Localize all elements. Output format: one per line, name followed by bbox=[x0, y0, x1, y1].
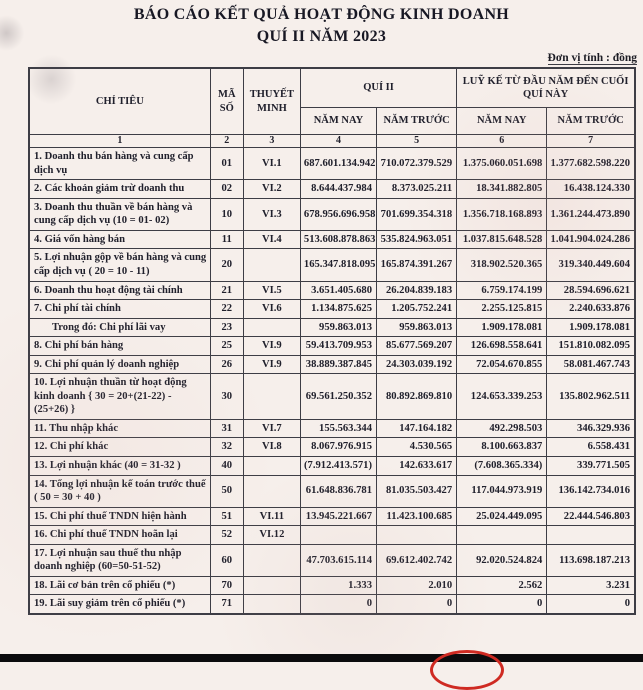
value-q2-prior: 2.010 bbox=[377, 576, 457, 595]
column-number-cell: 3 bbox=[243, 135, 300, 148]
value-q2-prior: 4.530.565 bbox=[377, 438, 457, 457]
value-q2-prior: 1.205.752.241 bbox=[377, 300, 457, 319]
value-q2-current: 61.648.836.781 bbox=[300, 475, 376, 507]
row-code: 70 bbox=[210, 576, 243, 595]
row-code: 01 bbox=[210, 148, 243, 180]
table-row bbox=[29, 507, 635, 526]
value-q2-prior: 165.874.391.267 bbox=[377, 249, 457, 281]
value-q2-current bbox=[300, 526, 376, 545]
value-q2-current: 47.703.615.114 bbox=[300, 544, 376, 576]
report-title: BÁO CÁO KẾT QUẢ HOẠT ĐỘNG KINH DOANH bbox=[133, 6, 510, 23]
row-label: 16. Chi phí thuế TNDN hoãn lại bbox=[29, 526, 210, 545]
header-chi-tieu: CHỈ TIÊU bbox=[29, 68, 210, 135]
row-note-ref: VI.7 bbox=[243, 419, 300, 438]
value-ytd-prior: 339.771.505 bbox=[547, 457, 635, 476]
table-row bbox=[29, 457, 635, 476]
row-code: 02 bbox=[210, 180, 243, 199]
value-ytd-current: 2.562 bbox=[457, 576, 547, 595]
value-ytd-current: 318.902.520.365 bbox=[457, 249, 547, 281]
value-ytd-prior: 113.698.187.213 bbox=[547, 544, 635, 576]
row-code: 23 bbox=[210, 318, 243, 337]
value-q2-current: 59.413.709.953 bbox=[300, 337, 376, 356]
row-label: 7. Chi phí tài chính bbox=[29, 300, 210, 319]
row-code: 32 bbox=[210, 438, 243, 457]
row-note-ref bbox=[243, 544, 300, 576]
value-q2-prior: 26.204.839.183 bbox=[377, 281, 457, 300]
value-ytd-current: 92.020.524.824 bbox=[457, 544, 547, 576]
header-ma-so: MÃ SỐ bbox=[210, 68, 243, 135]
value-q2-prior: 142.633.617 bbox=[377, 457, 457, 476]
table-row bbox=[29, 300, 635, 319]
row-label: 19. Lãi suy giảm trên cổ phiếu (*) bbox=[29, 595, 210, 614]
table-row bbox=[29, 595, 635, 614]
table-row bbox=[29, 438, 635, 457]
table-row bbox=[29, 475, 635, 507]
table-row bbox=[29, 419, 635, 438]
value-q2-current: 513.608.878.863 bbox=[300, 230, 376, 249]
row-label: 11. Thu nhập khác bbox=[29, 419, 210, 438]
value-ytd-current bbox=[457, 526, 547, 545]
row-label: 13. Lợi nhuận khác (40 = 31-32 ) bbox=[29, 457, 210, 476]
value-ytd-prior: 1.377.682.598.220 bbox=[547, 148, 635, 180]
value-q2-current: (7.912.413.571) bbox=[300, 457, 376, 476]
table-row bbox=[29, 249, 635, 281]
value-q2-current: 678.956.696.958 bbox=[300, 198, 376, 230]
column-number-cell: 2 bbox=[210, 135, 243, 148]
row-code: 20 bbox=[210, 249, 243, 281]
column-number-cell: 7 bbox=[547, 135, 635, 148]
value-ytd-prior: 58.081.467.743 bbox=[547, 355, 635, 374]
table-row bbox=[29, 318, 635, 337]
value-ytd-current: 0 bbox=[457, 595, 547, 614]
row-label: 15. Chi phí thuế TNDN hiện hành bbox=[29, 507, 210, 526]
table-row bbox=[29, 576, 635, 595]
row-code: 10 bbox=[210, 198, 243, 230]
value-q2-current: 38.889.387.845 bbox=[300, 355, 376, 374]
row-note-ref bbox=[243, 457, 300, 476]
value-ytd-prior: 16.438.124.330 bbox=[547, 180, 635, 199]
row-note-ref bbox=[243, 475, 300, 507]
row-note-ref: VI.2 bbox=[243, 180, 300, 199]
row-label: 5. Lợi nhuận gộp về bán hàng và cung cấp dịch vụ ( 20 = 10 - 11) bbox=[29, 249, 210, 281]
value-ytd-current: 72.054.670.855 bbox=[457, 355, 547, 374]
row-label: 6. Doanh thu hoạt động tài chính bbox=[29, 281, 210, 300]
table-row bbox=[29, 544, 635, 576]
value-ytd-prior: 319.340.449.604 bbox=[547, 249, 635, 281]
row-label: 17. Lợi nhuận sau thuế thu nhập doanh nghiệp (60=50-51-52) bbox=[29, 544, 210, 576]
value-q2-prior: 81.035.503.427 bbox=[377, 475, 457, 507]
row-label: 4. Giá vốn hàng bán bbox=[29, 230, 210, 249]
row-label: 10. Lợi nhuận thuần từ hoạt động kinh doanh { 30 = 20+(21-22) - (25+26) } bbox=[29, 374, 210, 420]
row-label: 1. Doanh thu bán hàng và cung cấp dịch vụ bbox=[29, 148, 210, 180]
row-label: Trong đó: Chi phí lãi vay bbox=[29, 318, 210, 337]
row-note-ref: VI.6 bbox=[243, 300, 300, 319]
value-ytd-prior: 1.361.244.473.890 bbox=[547, 198, 635, 230]
report-header bbox=[0, 0, 643, 47]
value-q2-prior: 701.699.354.318 bbox=[377, 198, 457, 230]
value-q2-prior: 147.164.182 bbox=[377, 419, 457, 438]
row-note-ref: VI.5 bbox=[243, 281, 300, 300]
income-statement-table bbox=[28, 67, 636, 615]
value-ytd-current: 2.255.125.815 bbox=[457, 300, 547, 319]
row-code: 22 bbox=[210, 300, 243, 319]
value-q2-prior: 11.423.100.685 bbox=[377, 507, 457, 526]
value-q2-current: 687.601.134.942 bbox=[300, 148, 376, 180]
header-row-groups bbox=[29, 68, 635, 108]
table-row bbox=[29, 230, 635, 249]
row-code: 71 bbox=[210, 595, 243, 614]
header-thuyet-minh: THUYẾT MINH bbox=[243, 68, 300, 135]
row-code: 60 bbox=[210, 544, 243, 576]
value-q2-prior: 85.677.569.207 bbox=[377, 337, 457, 356]
row-note-ref: VI.9 bbox=[243, 337, 300, 356]
value-q2-prior: 710.072.379.529 bbox=[377, 148, 457, 180]
value-ytd-current: 6.759.174.199 bbox=[457, 281, 547, 300]
value-ytd-prior: 2.240.633.876 bbox=[547, 300, 635, 319]
unit-note: Đơn vị tính : đồng bbox=[547, 52, 637, 65]
column-number-cell: 1 bbox=[29, 135, 210, 148]
value-q2-current: 13.945.221.667 bbox=[300, 507, 376, 526]
value-ytd-prior: 346.329.936 bbox=[547, 419, 635, 438]
header-q2-nam-truoc: NĂM TRƯỚC bbox=[377, 108, 457, 135]
scan-bottom-bar bbox=[0, 654, 643, 662]
value-ytd-prior: 6.558.431 bbox=[547, 438, 635, 457]
row-code: 51 bbox=[210, 507, 243, 526]
row-label: 12. Chi phí khác bbox=[29, 438, 210, 457]
value-ytd-current: 117.044.973.919 bbox=[457, 475, 547, 507]
row-note-ref bbox=[243, 318, 300, 337]
table-row bbox=[29, 374, 635, 420]
table-row bbox=[29, 281, 635, 300]
value-ytd-prior: 136.142.734.016 bbox=[547, 475, 635, 507]
value-ytd-prior: 1.041.904.024.286 bbox=[547, 230, 635, 249]
value-ytd-current: 1.909.178.081 bbox=[457, 318, 547, 337]
value-ytd-prior: 22.444.546.803 bbox=[547, 507, 635, 526]
row-label: 8. Chi phí bán hàng bbox=[29, 337, 210, 356]
value-ytd-current: 1.375.060.051.698 bbox=[457, 148, 547, 180]
value-ytd-current: 18.341.882.805 bbox=[457, 180, 547, 199]
table-body bbox=[29, 135, 635, 614]
row-code: 30 bbox=[210, 374, 243, 420]
row-label: 9. Chi phí quản lý doanh nghiệp bbox=[29, 355, 210, 374]
column-number-cell: 5 bbox=[377, 135, 457, 148]
table-row bbox=[29, 337, 635, 356]
value-q2-current: 1.134.875.625 bbox=[300, 300, 376, 319]
row-note-ref: VI.9 bbox=[243, 355, 300, 374]
header-lk-nam-nay: NĂM NAY bbox=[457, 108, 547, 135]
value-ytd-prior: 1.909.178.081 bbox=[547, 318, 635, 337]
table-row bbox=[29, 148, 635, 180]
row-note-ref: VI.11 bbox=[243, 507, 300, 526]
value-q2-prior: 8.373.025.211 bbox=[377, 180, 457, 199]
row-note-ref bbox=[243, 576, 300, 595]
value-ytd-prior: 28.594.696.621 bbox=[547, 281, 635, 300]
row-note-ref bbox=[243, 249, 300, 281]
row-code: 31 bbox=[210, 419, 243, 438]
table-row bbox=[29, 526, 635, 545]
value-ytd-current: (7.608.365.334) bbox=[457, 457, 547, 476]
column-number-row bbox=[29, 135, 635, 148]
red-stamp-arc bbox=[430, 650, 504, 690]
value-q2-current: 3.651.405.680 bbox=[300, 281, 376, 300]
value-q2-current: 8.067.976.915 bbox=[300, 438, 376, 457]
header-q2-nam-nay: NĂM NAY bbox=[300, 108, 376, 135]
table-row bbox=[29, 180, 635, 199]
value-q2-prior bbox=[377, 526, 457, 545]
value-q2-prior: 69.612.402.742 bbox=[377, 544, 457, 576]
value-ytd-current: 492.298.503 bbox=[457, 419, 547, 438]
value-q2-current: 1.333 bbox=[300, 576, 376, 595]
header-quy-group: QUÍ II bbox=[300, 68, 456, 108]
row-code: 21 bbox=[210, 281, 243, 300]
value-ytd-prior: 135.802.962.511 bbox=[547, 374, 635, 420]
row-note-ref: VI.1 bbox=[243, 148, 300, 180]
row-code: 11 bbox=[210, 230, 243, 249]
value-q2-current: 0 bbox=[300, 595, 376, 614]
row-code: 52 bbox=[210, 526, 243, 545]
row-note-ref: VI.12 bbox=[243, 526, 300, 545]
row-code: 40 bbox=[210, 457, 243, 476]
row-note-ref: VI.4 bbox=[243, 230, 300, 249]
report-subtitle: QUÍ II NĂM 2023 bbox=[256, 27, 387, 45]
value-q2-current: 8.644.437.984 bbox=[300, 180, 376, 199]
value-ytd-prior bbox=[547, 526, 635, 545]
row-label: 3. Doanh thu thuần về bán hàng và cung cấp dịch vụ (10 = 01- 02) bbox=[29, 198, 210, 230]
row-label: 14. Tổng lợi nhuận kế toán trước thuế ( 50 = 30 + 40 ) bbox=[29, 475, 210, 507]
value-q2-prior: 24.303.039.192 bbox=[377, 355, 457, 374]
row-code: 26 bbox=[210, 355, 243, 374]
value-ytd-prior: 0 bbox=[547, 595, 635, 614]
value-ytd-prior: 3.231 bbox=[547, 576, 635, 595]
row-note-ref: VI.8 bbox=[243, 438, 300, 457]
header-luy-ke-group: LUỸ KẾ TỪ ĐẦU NĂM ĐẾN CUỐI QUÍ NÀY bbox=[457, 68, 635, 108]
value-ytd-current: 1.356.718.168.893 bbox=[457, 198, 547, 230]
value-ytd-prior: 151.810.082.095 bbox=[547, 337, 635, 356]
value-q2-prior: 80.892.869.810 bbox=[377, 374, 457, 420]
value-q2-current: 959.863.013 bbox=[300, 318, 376, 337]
value-q2-prior: 0 bbox=[377, 595, 457, 614]
row-label: 18. Lãi cơ bản trên cổ phiếu (*) bbox=[29, 576, 210, 595]
header-lk-nam-truoc: NĂM TRƯỚC bbox=[547, 108, 635, 135]
value-ytd-current: 124.653.339.253 bbox=[457, 374, 547, 420]
unit-note-row bbox=[0, 48, 643, 66]
row-code: 25 bbox=[210, 337, 243, 356]
row-label: 2. Các khoản giảm trừ doanh thu bbox=[29, 180, 210, 199]
table-row bbox=[29, 198, 635, 230]
column-number-cell: 4 bbox=[300, 135, 376, 148]
value-q2-current: 155.563.344 bbox=[300, 419, 376, 438]
row-note-ref: VI.3 bbox=[243, 198, 300, 230]
row-code: 50 bbox=[210, 475, 243, 507]
value-ytd-current: 8.100.663.837 bbox=[457, 438, 547, 457]
value-q2-current: 69.561.250.352 bbox=[300, 374, 376, 420]
value-ytd-current: 25.024.449.095 bbox=[457, 507, 547, 526]
row-note-ref bbox=[243, 374, 300, 420]
table-row bbox=[29, 355, 635, 374]
value-q2-prior: 959.863.013 bbox=[377, 318, 457, 337]
value-ytd-current: 126.698.558.641 bbox=[457, 337, 547, 356]
row-note-ref bbox=[243, 595, 300, 614]
value-ytd-current: 1.037.815.648.528 bbox=[457, 230, 547, 249]
value-q2-current: 165.347.818.095 bbox=[300, 249, 376, 281]
column-number-cell: 6 bbox=[457, 135, 547, 148]
value-q2-prior: 535.824.963.051 bbox=[377, 230, 457, 249]
